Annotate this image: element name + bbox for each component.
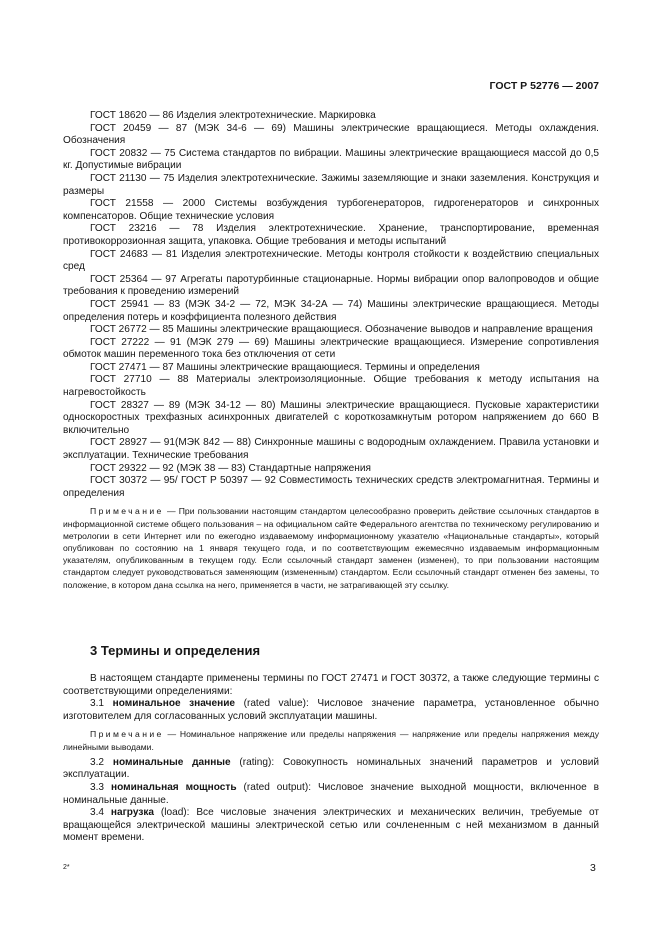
- term-number: 3.1: [90, 698, 113, 710]
- references-note: [63, 505, 599, 590]
- term-3-4: [63, 807, 599, 845]
- reference-item: ГОСТ 21130 — 75 Изделия электротехнические. Зажимы заземляющие и знаки заземления. Конструкция и размеры: [63, 172, 599, 197]
- reference-item: ГОСТ 21558 — 2000 Системы возбуждения турбогенераторов, гидрогенераторов и синхронных компенсаторов. Общие технические условия: [63, 198, 599, 222]
- normative-references: [63, 110, 599, 591]
- reference-item: ГОСТ 26772 — 85 Машины электрические вращающиеся. Обозначение выводов и направление вращения: [90, 324, 593, 336]
- signature-mark: 2*: [63, 864, 70, 871]
- term-definition: (load): Все числовые значения электрических и механических величин, требуемые от вращающейся электрической машины электрической сетью или сочлененным с ней механизмом в данный момент времени.: [63, 807, 600, 844]
- reference-item: ГОСТ 28927 — 91(МЭК 842 — 88) Синхронные машины с водородным охлаждением. Правила установки и эксплуатации. Технические требования: [63, 437, 599, 462]
- reference-item: ГОСТ 23216 — 78 Изделия электротехнические. Хранение, транспортирование, временная противокоррозионная защита, упаковка. Общие требования и методы испытаний: [63, 223, 599, 247]
- standard-code: ГОСТ Р 52776 — 2007: [489, 80, 599, 92]
- note-lead: Примечание: [90, 729, 164, 740]
- term-number: 3.2: [90, 756, 113, 768]
- term-definition: (rated output): Числовое значение выходной мощности, включенное в номинальные данные.: [63, 781, 599, 806]
- term-number: 3.3: [90, 781, 111, 793]
- note-text: — При пользовании настоящим стандартом целесообразно проверить действие ссылочных стандартов в информационной системе общего пользования – на официальном сайте Федерального агентства по техническому регулированию и метрологии в сети Интернет или по ежегодно издаваемому информационному указателю «Национальные стандарты», который опубликован по состоянию на 1 января текущего года, и по соответствующим ежемесячно издаваемым информационным указателям, опубликованным в текущем году. Если ссылочный стандарт заменен (изменен), то при пользовании настоящим стандартом следует руководствоваться заменяющим (измененным) стандартом. Если ссылочный стандарт отменен без замены, то положение, в котором дана ссылка на него, применяется в части, не затрагивающей эту ссылку.: [63, 506, 599, 590]
- term-3-1: [63, 698, 599, 723]
- term-name: номинальные данные: [112, 756, 231, 768]
- page-number: 3: [590, 862, 596, 874]
- terms-intro: В настоящем стандарте применены термины по ГОСТ 27471 и ГОСТ 30372, а также следующие термины с соответствующими определениями:: [63, 673, 599, 697]
- term-3-3: [63, 782, 599, 807]
- term-3-2: [63, 757, 599, 782]
- reference-item: ГОСТ 30372 — 95/ ГОСТ Р 50397 — 92 Совместимость технических средств электромагнитная. Термины и определения: [63, 475, 599, 499]
- term-definition: (rating): Совокупность номинальных значений параметров и условий эксплуатации.: [63, 756, 599, 781]
- terms-section: [63, 673, 599, 845]
- reference-item: ГОСТ 25364 — 97 Агрегаты паротурбинные стационарные. Нормы вибрации опор валопроводов и общие требования к проведению измерений: [63, 273, 599, 298]
- reference-item: ГОСТ 24683 — 81 Изделия электротехнические. Методы контроля стойкости к воздействию специальных сред: [63, 248, 599, 273]
- term-name: нагрузка: [110, 807, 155, 819]
- reference-item: ГОСТ 20832 — 75 Система стандартов по вибрации. Машины электрические вращающиеся массой до 0,5 кг. Допустимые вибрации: [63, 147, 599, 172]
- reference-item: ГОСТ 27471 — 87 Машины электрические вращающиеся. Термины и определения: [90, 361, 480, 373]
- term-note: [63, 728, 599, 752]
- section-heading: 3 Термины и определения: [90, 643, 261, 658]
- term-name: номинальная мощность: [110, 781, 237, 793]
- reference-item: ГОСТ 25941 — 83 (МЭК 34-2 — 72, МЭК 34-2А — 74) Машины электрические вращающиеся. Методы определения потерь и коэффициента полезного действия: [63, 298, 599, 323]
- term-name: номинальное значение: [112, 698, 236, 710]
- note-lead: Примечание: [90, 506, 164, 517]
- reference-item: ГОСТ 20459 — 87 (МЭК 34-6 — 69) Машины электрические вращающиеся. Методы охлаждения. Обозначения: [63, 122, 599, 147]
- reference-item: ГОСТ 29322 — 92 (МЭК 38 — 83) Стандартные напряжения: [90, 462, 371, 474]
- reference-item: ГОСТ 18620 — 86 Изделия электротехнические. Маркировка: [90, 110, 376, 121]
- reference-item: ГОСТ 27222 — 91 (МЭК 279 — 69) Машины электрические вращающиеся. Измерение сопротивления обмоток машин переменного тока без отключения от сети: [63, 336, 599, 361]
- term-number: 3.4: [90, 807, 111, 819]
- reference-item: ГОСТ 28327 — 89 (МЭК 34-12 — 80) Машины электрические вращающиеся. Пусковые характеристики односкоростных трехфазных асинхронных двигателей с короткозамкнутым ротором напряжением до 660 В включительно: [63, 399, 599, 436]
- reference-item: ГОСТ 27710 — 88 Материалы электроизоляционные. Общие требования к методу испытания на нагревостойкость: [63, 374, 599, 399]
- note-text: — Номинальное напряжение или пределы напряжения — напряжение или пределы напряжения между линейными выводами.: [63, 729, 599, 752]
- term-definition: (rated value): Числовое значение параметра, установленное обычно изготовителем для согласованных условий эксплуатации машины.: [63, 698, 599, 722]
